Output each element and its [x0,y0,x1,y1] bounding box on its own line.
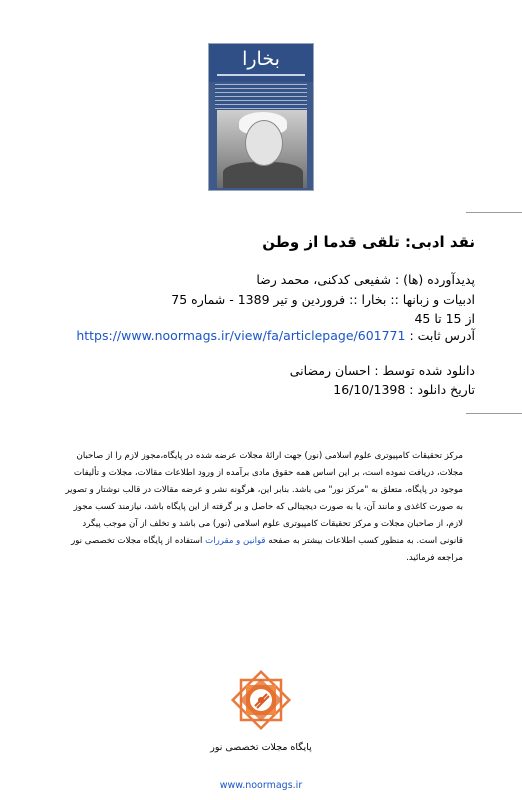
portrait-face [245,120,283,166]
cover-masthead-underline [217,74,305,76]
cover-contents-lines [215,84,307,110]
cover-masthead: بخارا [209,44,313,82]
downloaded-by: دانلود شده توسط : احسان رمضانی [289,363,475,378]
disclaimer-text: مرکز تحقیقات کامپیوتری علوم اسلامی (نور) جهت ارائهٔ مجلات عرضه شده در پایگاه،مجوز لازم را از صاحبان مجلات، دریافت نموده است، بر این اساس همه حقوق مادی برآمده از ورود اطلاعات مقالات، مجلات و تألیفات موجود در پایگاه، متعلق به "مرکز نور" می باشد. بنابر این، هرگونه نشر و عرضه مقالات در قالب نوشتار و تصویر به صورت کاغذی و مانند آن، یا به صورت دیجیتالی که حاصل و بر گرفته از این پایگاه باشد، نیازمند کسب مجوز لازم، از صاحبان مجلات و مرکز تحقیقات کامپیوتری علوم اسلامی (نور) می باشد و تخلف از آن موجب پیگرد قانونی است. به منظور کسب اطلاعات بیشتر به صفحه [65,451,463,546]
article-address [76,328,475,343]
cover-portrait-photo [217,110,307,188]
article-source: ادبیات و زبانها :: بخارا :: فروردین و تیر 1389 - شماره 75 [171,292,475,307]
download-date: تاریخ دانلود : 16/10/1398 [333,382,475,397]
noor-logo-icon [226,665,296,735]
disclaimer-text-end: استفاده از پایگاه مجلات تخصصی نور مراجعه فرمائید. [71,536,463,563]
article-authors: پدیدآورده (ها) : شفیعی کدکنی، محمد رضا [256,272,475,287]
article-pages: از 15 تا 45 [414,311,475,326]
article-title: نقد ادبی: تلقی قدما از وطن [262,233,475,251]
address-label: آدرس ثابت : [409,328,475,343]
copyright-disclaimer [58,448,463,567]
magazine-cover-image [208,43,314,191]
article-url-link[interactable]: https://www.noormags.ir/view/fa/articlepage/601771 [76,328,406,343]
separator-top [466,212,522,213]
rules-and-regulations-link[interactable]: قوانین و مقررات [205,536,266,546]
footer-site-url[interactable]: www.noormags.ir [219,780,303,791]
footer-site-name: پایگاه مجلات تخصصی نور [210,742,312,753]
separator-bottom [466,413,522,414]
